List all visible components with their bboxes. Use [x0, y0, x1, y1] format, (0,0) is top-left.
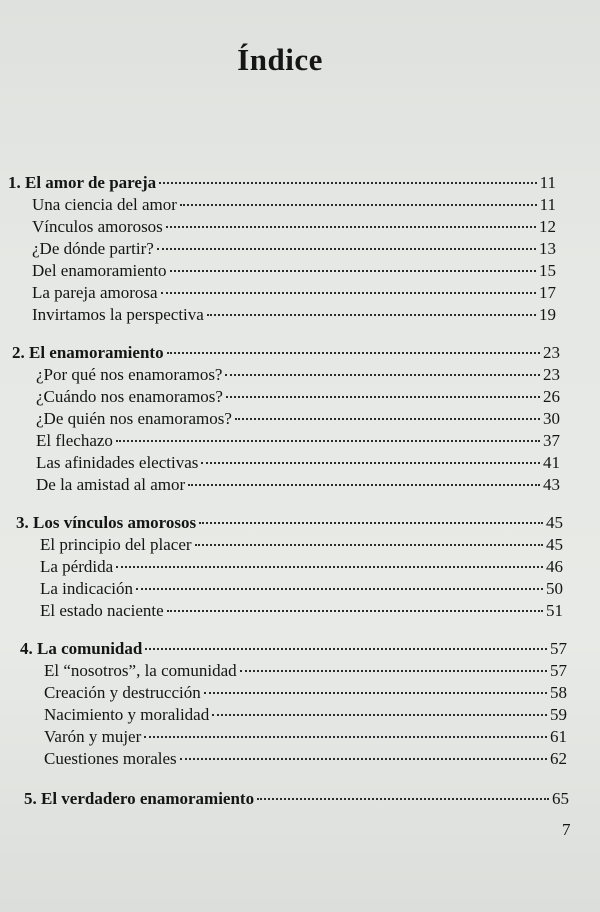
dot-leader: [225, 374, 540, 376]
toc-page-number: 23: [543, 365, 560, 384]
dot-leader: [180, 204, 537, 206]
toc-section: [32, 305, 556, 325]
dot-leader: [212, 714, 547, 716]
dot-leader: [240, 670, 547, 672]
toc-section-title: Invirtamos la perspectiva: [32, 305, 204, 324]
toc-chapter-title: 2. El enamoramiento: [12, 343, 164, 362]
dot-leader: [145, 648, 547, 650]
dot-leader: [136, 588, 543, 590]
toc-page-number: 57: [550, 639, 567, 658]
toc-section: [40, 579, 563, 599]
toc-section: [40, 535, 563, 555]
toc-section: [36, 453, 560, 473]
toc-section-title: ¿De quién nos enamoramos?: [36, 409, 232, 428]
toc-page-number: 58: [550, 683, 567, 702]
toc-section: [40, 557, 563, 577]
toc-section-title: Cuestiones morales: [44, 749, 177, 768]
toc-section-title: Creación y destrucción: [44, 683, 201, 702]
toc-section: [36, 475, 560, 495]
toc-page-number: 30: [543, 409, 560, 428]
dot-leader: [235, 418, 540, 420]
toc-section-title: El estado naciente: [40, 601, 164, 620]
dot-leader: [167, 352, 540, 354]
toc-section: [44, 749, 567, 769]
toc-section: [32, 217, 556, 237]
toc-page-number: 46: [546, 557, 563, 576]
toc-page-number: 43: [543, 475, 560, 494]
toc-chapter-title: 5. El verdadero enamoramiento: [24, 789, 255, 808]
dot-leader: [257, 798, 549, 800]
page-number: 7: [562, 820, 571, 839]
dot-leader: [226, 396, 540, 398]
toc-section: [44, 683, 567, 703]
toc-page-number: 13: [539, 239, 556, 258]
toc-section-title: La pérdida: [40, 557, 114, 576]
dot-leader: [166, 226, 536, 228]
toc-section: [44, 705, 567, 725]
toc-chapter: [24, 789, 569, 809]
toc-chapter: [20, 639, 567, 659]
toc-section-title: La pareja amorosa: [32, 283, 158, 302]
toc-section: [32, 283, 556, 303]
toc-section: [36, 409, 560, 429]
toc-page-number: 61: [550, 727, 567, 746]
toc-section-title: Nacimiento y moralidad: [44, 705, 210, 724]
toc-section: [40, 601, 563, 621]
dot-leader: [116, 566, 543, 568]
toc-section-title: Vínculos amorosos: [32, 217, 163, 236]
toc-page-number: 50: [546, 579, 563, 598]
dot-leader: [195, 544, 543, 546]
toc-page-number: 59: [550, 705, 567, 724]
dot-leader: [159, 182, 537, 184]
toc-section: [36, 365, 560, 385]
dot-leader: [204, 692, 547, 694]
toc-section-title: La indicación: [40, 579, 133, 598]
dot-leader: [199, 522, 543, 524]
toc-section-title: Varón y mujer: [44, 727, 142, 746]
page-title: Índice: [237, 42, 323, 77]
toc-chapter-title: 1. El amor de pareja: [8, 173, 157, 192]
toc-section: [32, 239, 556, 259]
dot-leader: [207, 314, 536, 316]
toc-chapter-title: 4. La comunidad: [20, 639, 143, 658]
dot-leader: [170, 270, 536, 272]
toc-page-number: 11: [539, 195, 556, 214]
toc-page-number: 45: [546, 535, 563, 554]
dot-leader: [157, 248, 536, 250]
dot-leader: [167, 610, 543, 612]
toc-page-number: 15: [539, 261, 556, 280]
toc-page-number: 17: [539, 283, 556, 302]
dot-leader: [161, 292, 536, 294]
toc-section-title: ¿Por qué nos enamoramos?: [36, 365, 223, 384]
toc-page-number: 62: [550, 749, 567, 768]
toc-page-number: 45: [546, 513, 563, 532]
toc-page-number: 23: [543, 343, 560, 362]
dot-leader: [180, 758, 547, 760]
toc-section: [44, 727, 567, 747]
toc-page-number: 11: [539, 173, 556, 192]
toc-page-number: 19: [539, 305, 556, 324]
dot-leader: [144, 736, 547, 738]
toc-page-number: 51: [546, 601, 563, 620]
dot-leader: [201, 462, 540, 464]
toc-section: [32, 261, 556, 281]
toc-chapter: [8, 173, 556, 193]
dot-leader: [188, 484, 540, 486]
dot-leader: [116, 440, 540, 442]
toc-chapter: [12, 343, 560, 363]
toc-section-title: El principio del placer: [40, 535, 192, 554]
toc-page-number: 57: [550, 661, 567, 680]
toc-section: [32, 195, 556, 215]
toc-section-title: ¿Cuándo nos enamoramos?: [36, 387, 223, 406]
toc-page-number: 37: [543, 431, 560, 450]
toc-section-title: Las afinidades electivas: [36, 453, 199, 472]
toc-page-number: 65: [552, 789, 569, 808]
toc-page-number: 26: [543, 387, 560, 406]
toc-section-title: ¿De dónde partir?: [32, 239, 154, 258]
toc-section-title: Una ciencia del amor: [32, 195, 177, 214]
toc-section: [36, 387, 560, 407]
toc-page-number: 12: [539, 217, 556, 236]
toc-section-title: El flechazo: [36, 431, 113, 450]
toc-section: [36, 431, 560, 451]
toc-page-number: 41: [543, 453, 560, 472]
toc-section-title: El “nosotros”, la comunidad: [44, 661, 237, 680]
toc-section-title: Del enamoramiento: [32, 261, 167, 280]
toc-chapter-title: 3. Los vínculos amorosos: [16, 513, 197, 532]
toc-chapter: [16, 513, 563, 533]
toc-section: [44, 661, 567, 681]
toc-section-title: De la amistad al amor: [36, 475, 186, 494]
